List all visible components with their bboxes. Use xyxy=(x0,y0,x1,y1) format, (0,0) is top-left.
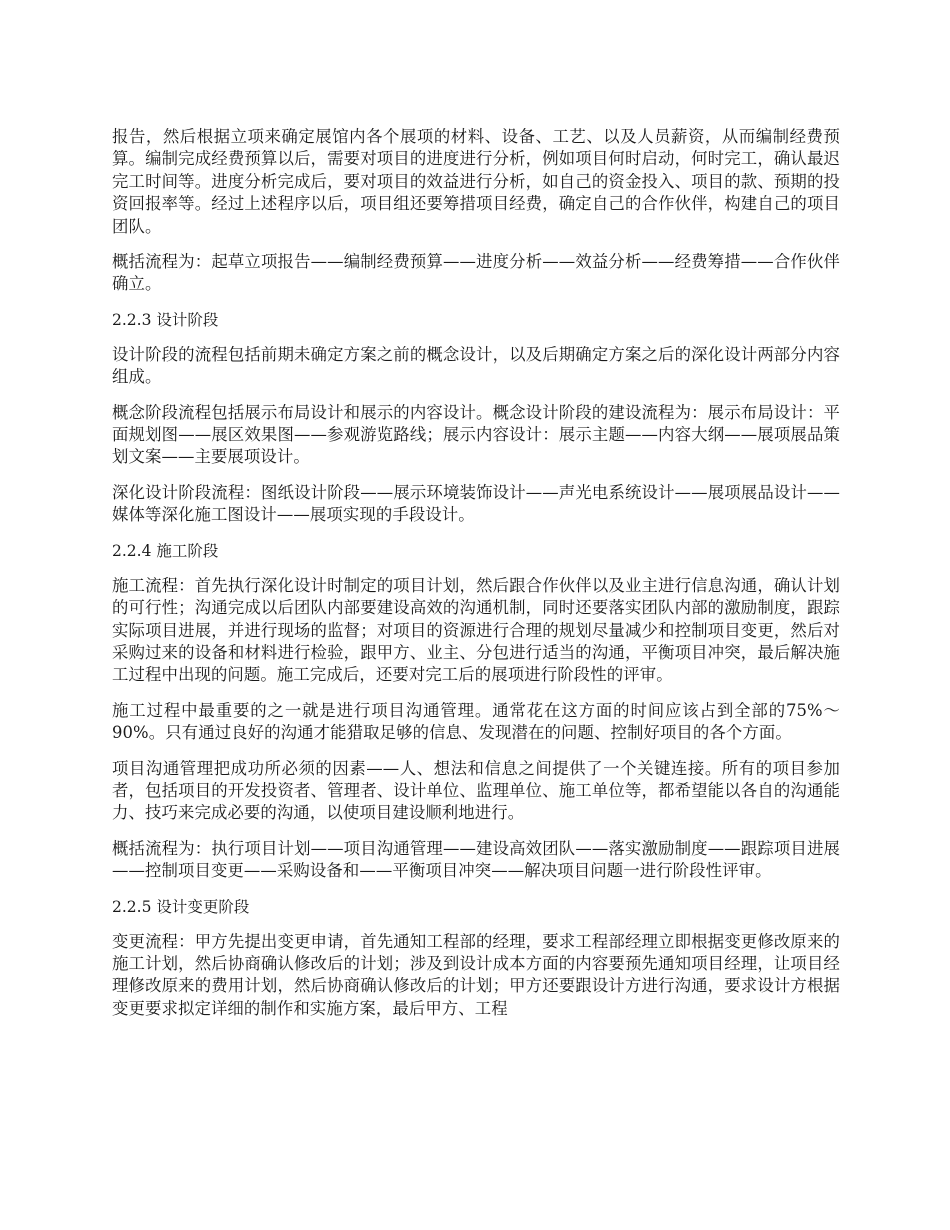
heading-design-stage: 2.2.3 设计阶段 xyxy=(112,310,219,329)
paragraph-change-process: 变更流程：甲方先提出变更申请，首先通知工程部的经理，要求工程部经理立即根据变更修改原来的施工计划，然后协商确认修改后的计划；涉及到设计成本方面的内容要预先通知项目经理，让项目经理修改原来的费用计划，然后协商确认修改后的计划；甲方还要跟设计方进行沟通，要求设计方根据变更要求拟定详细的制作和实施方案，最后甲方、工程 xyxy=(112,931,840,1018)
heading-design-change-stage: 2.2.5 设计变更阶段 xyxy=(112,897,250,916)
paragraph-summary-initiation: 概括流程为：起草立项报告——编制经费预算——进度分析——效益分析——经费筹措——合作伙伴确立。 xyxy=(112,252,840,294)
document-page xyxy=(112,126,840,1033)
paragraph-summary-construction: 概括流程为：执行项目计划——项目沟通管理——建设高效团队——落实激励制度——跟踪项目进展——控制项目变更——采购设备和——平衡项目冲突——解决项目问题一进行阶段性评审。 xyxy=(112,838,840,881)
paragraph-construction-process: 施工流程：首先执行深化设计时制定的项目计划，然后跟合作伙伴以及业主进行信息沟通，确认计划的可行性；沟通完成以后团队内部要建设高效的沟通机制，同时还要落实团队内部的激励制度，跟踪实际项目进展，并进行现场的监督；对项目的资源进行合理的规划尽量减少和控制项目变更，然后对采购过来的设备和材料进行检验，跟甲方、业主、分包进行适当的沟通，平衡项目冲突，最后解决施工过程中出现的问题。施工完成后，还要对完工后的展项进行阶段性的评审。 xyxy=(112,575,840,685)
paragraph-communication-importance: 施工过程中最重要的之一就是进行项目沟通管理。通常花在这方面的时间应该占到全部的75%～90%。只有通过良好的沟通才能猎取足够的信息、发现潜在的问题、控制好项目的各个方面。 xyxy=(112,700,840,743)
paragraph-communication-management: 项目沟通管理把成功所必须的因素——人、想法和信息之间提供了一个关键连接。所有的项目参加者，包括项目的开发投资者、管理者、设计单位、监理单位、施工单位等，都希望能以各自的沟通能力、技巧来完成必要的沟通，以使项目建设顺利地进行。 xyxy=(112,758,840,823)
heading-construction-stage: 2.2.4 施工阶段 xyxy=(112,541,219,560)
paragraph-detailed-design: 深化设计阶段流程：图纸设计阶段——展示环境装饰设计——声光电系统设计——展项展品设计——媒体等深化施工图设计——展项实现的手段设计。 xyxy=(112,482,840,525)
paragraph-budget-process: 报告，然后根据立项来确定展馆内各个展项的材料、设备、工艺、以及人员薪资，从而编制经费预算。编制完成经费预算以后，需要对项目的进度进行分析，例如项目何时启动，何时完工，确认最迟完工时间等。进度分析完成后，要对项目的效益进行分析，如自己的资金投入、项目的款、预期的投资回报率等。经过上述程序以后，项目组还要筹措项目经费，确定自己的合作伙伴，构建自己的项目团队。 xyxy=(112,127,840,236)
paragraph-design-overview: 设计阶段的流程包括前期未确定方案之前的概念设计，以及后期确定方案之后的深化设计两部分内容组成。 xyxy=(112,344,840,387)
paragraph-concept-design: 概念阶段流程包括展示布局设计和展示的内容设计。概念设计阶段的建设流程为：展示布局设计：平面规划图——展区效果图——参观游览路线；展示内容设计：展示主题——内容大纲——展项展品策划文案——主要展项设计。 xyxy=(112,402,840,467)
